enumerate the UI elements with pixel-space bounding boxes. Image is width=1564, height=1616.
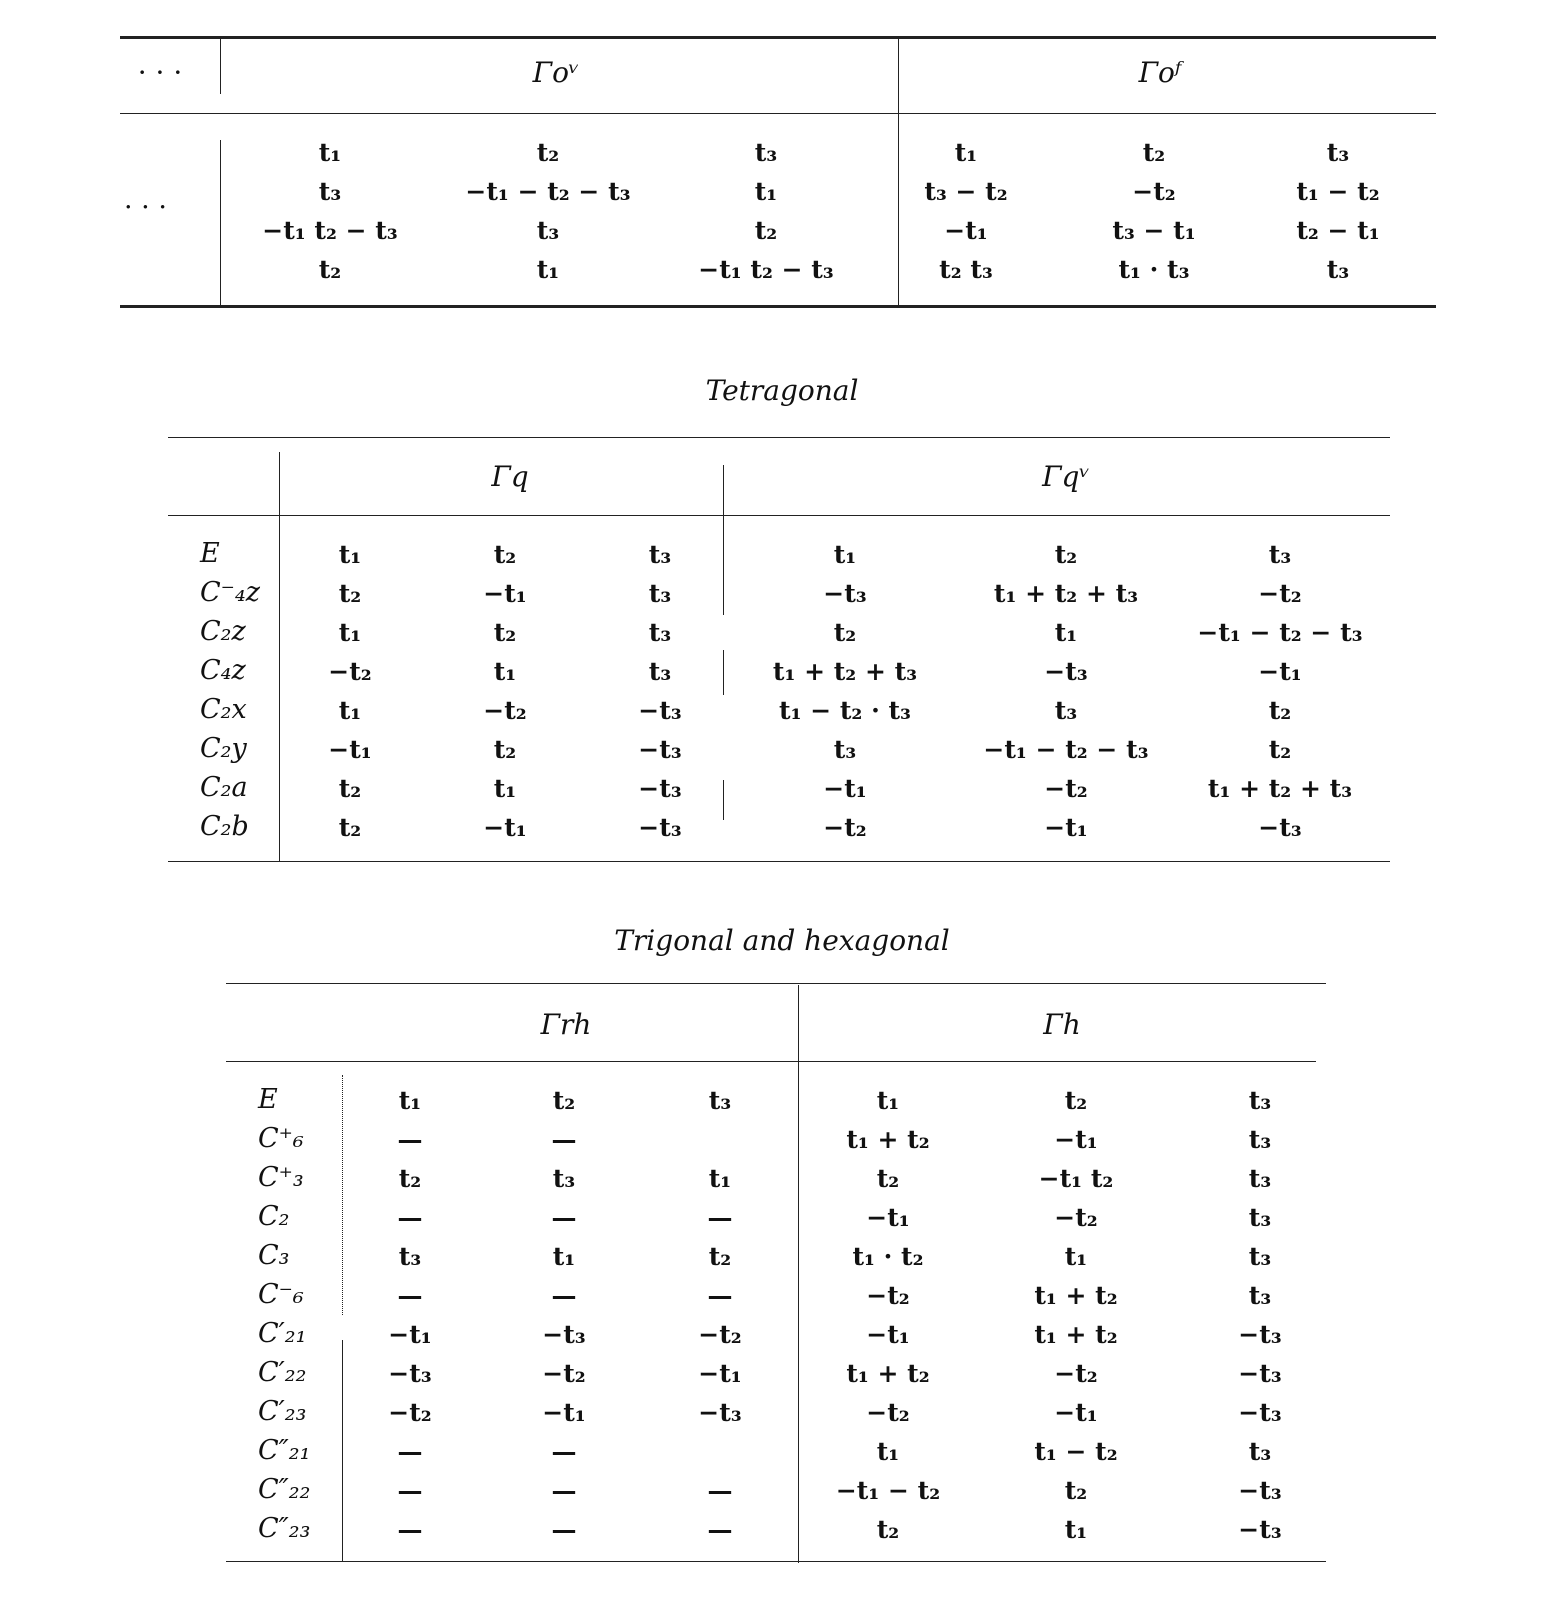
table-cell: t₁ · t₂ <box>852 1242 924 1271</box>
row-label: C″₂₂ <box>258 1474 311 1505</box>
table-cell: −t₁ <box>1258 657 1302 686</box>
row-label: E <box>258 1084 278 1115</box>
table-cell: t₂ <box>1064 1086 1088 1115</box>
table-cell: t₃ − t₁ <box>1112 216 1196 245</box>
table-cell: — <box>551 1125 577 1154</box>
table-cell: t₃ <box>1248 1281 1272 1310</box>
table-cell: t₃ <box>708 1086 732 1115</box>
row-label: C⁻₆ <box>258 1279 304 1310</box>
table-cell: −t₃ <box>1238 1359 1282 1388</box>
table-cell: −t₃ <box>542 1320 586 1349</box>
table-cell: t₂ <box>338 579 362 608</box>
table-bottom-rule <box>120 305 1436 308</box>
column-divider <box>220 38 221 94</box>
table-cell: — <box>551 1437 577 1466</box>
table-cell: −t₁ t₂ − t₃ <box>698 255 834 284</box>
table-cell: −t₂ <box>388 1398 432 1427</box>
table-cell: −t₃ <box>638 813 682 842</box>
table-cell: — <box>551 1515 577 1544</box>
table-cell: −t₁ − t₂ − t₃ <box>465 177 631 206</box>
table-cell: t₃ <box>1248 1242 1272 1271</box>
column-divider <box>723 780 724 820</box>
row-label: C⁻₄z <box>200 577 260 608</box>
table-cell: −t₂ <box>1054 1203 1098 1232</box>
table-cell: t₁ <box>398 1086 422 1115</box>
column-divider <box>723 650 724 695</box>
table-cell: −t₂ <box>542 1359 586 1388</box>
group-header: Γqᵛ <box>1042 460 1090 493</box>
table-cell: −t₁ <box>1054 1125 1098 1154</box>
table-cell: t₁ <box>1064 1515 1088 1544</box>
table-cell: −t₃ <box>698 1398 742 1427</box>
table-cell: t₁ <box>708 1164 732 1193</box>
table-cell: t₃ <box>552 1164 576 1193</box>
table-cell: −t₂ <box>866 1281 910 1310</box>
column-divider <box>342 1075 343 1315</box>
table-cell: t₁ <box>318 138 342 167</box>
table-cell: t₂ <box>1142 138 1166 167</box>
table-cell: t₂ <box>876 1164 900 1193</box>
table-cell: — <box>707 1281 733 1310</box>
row-label: C₃ <box>258 1240 290 1271</box>
header-rule <box>168 515 1390 516</box>
table-cell: t₃ <box>1326 138 1350 167</box>
table-cell: −t₂ <box>1132 177 1176 206</box>
row-label: C′₂₁ <box>258 1318 307 1349</box>
group-header: Γq <box>491 460 529 493</box>
table-cell: t₁ <box>876 1437 900 1466</box>
table-cell: t₂ <box>1054 540 1078 569</box>
table-cell: t₂ <box>833 618 857 647</box>
table-cell: — <box>397 1437 423 1466</box>
table-cell: t₃ <box>1326 255 1350 284</box>
table-cell: — <box>397 1281 423 1310</box>
table-cell: — <box>551 1203 577 1232</box>
table-cell: t₃ <box>1268 540 1292 569</box>
table-cell: t₂ t₃ <box>939 255 993 284</box>
table-cell: −t₂ <box>1044 774 1088 803</box>
table-cell: −t₃ <box>1238 1398 1282 1427</box>
table-cell: t₃ <box>1248 1203 1272 1232</box>
table-cell: t₃ <box>1054 696 1078 725</box>
table-cell: t₂ <box>318 255 342 284</box>
table-cell: t₂ <box>493 540 517 569</box>
row-label: C₂b <box>200 811 249 842</box>
table-cell: −t₁ − t₂ <box>835 1476 941 1505</box>
table-cell: t₂ <box>754 216 778 245</box>
table-cell: −t₃ <box>1238 1476 1282 1505</box>
group-header: Γh <box>1043 1008 1081 1041</box>
table-cell: t₁ <box>1054 618 1078 647</box>
row-label: C′₂₃ <box>258 1396 307 1427</box>
table-cell: −t₃ <box>388 1359 432 1388</box>
table-cell: t₃ <box>1248 1164 1272 1193</box>
table-cell: t₃ <box>648 618 672 647</box>
table-cell: t₂ − t₁ <box>1296 216 1380 245</box>
table-top-rule <box>168 437 1390 438</box>
table-cell: −t₂ <box>823 813 867 842</box>
table-cell: — <box>397 1125 423 1154</box>
table-cell: — <box>707 1203 733 1232</box>
row-label: C₂a <box>200 772 248 803</box>
row-label: E <box>200 538 220 569</box>
table-cell: −t₂ <box>483 696 527 725</box>
table-cell: t₃ <box>648 540 672 569</box>
table-cell: −t₁ <box>328 735 372 764</box>
header-rule <box>226 1061 1316 1062</box>
table-cell: −t₁ <box>483 579 527 608</box>
table-cell: t₁ + t₂ + t₃ <box>772 657 918 686</box>
table-cell: t₁ · t₃ <box>1118 255 1190 284</box>
table-cell: t₃ − t₂ <box>924 177 1008 206</box>
row-label: C₄z <box>200 655 246 686</box>
table-cell: −t₁ <box>866 1320 910 1349</box>
table-cell: t₃ <box>648 579 672 608</box>
table-cell: −t₃ <box>1238 1320 1282 1349</box>
table-cell: t₁ + t₂ + t₃ <box>1207 774 1353 803</box>
table-cell: −t₁ − t₂ − t₃ <box>1197 618 1363 647</box>
table-top-rule <box>226 983 1326 984</box>
table-cell: t₁ + t₂ <box>1034 1320 1118 1349</box>
table-cell: −t₃ <box>823 579 867 608</box>
section-title: Tetragonal <box>705 374 859 407</box>
table-cell: t₃ <box>833 735 857 764</box>
row-label: C₂ <box>258 1201 290 1232</box>
table-cell: t₁ − t₂ <box>1034 1437 1118 1466</box>
table-cell: −t₃ <box>1258 813 1302 842</box>
table-cell: −t₁ <box>823 774 867 803</box>
table-cell: t₁ <box>754 177 778 206</box>
table-bottom-rule <box>226 1561 1326 1562</box>
table-cell: t₂ <box>338 774 362 803</box>
table-cell: −t₁ <box>698 1359 742 1388</box>
table-cell: t₃ <box>1248 1086 1272 1115</box>
table-cell: −t₁ <box>1044 813 1088 842</box>
section-title: Trigonal and hexagonal <box>614 924 950 957</box>
table-cell: t₁ <box>876 1086 900 1115</box>
table-cell: t₁ <box>833 540 857 569</box>
row-label: C′₂₂ <box>258 1357 307 1388</box>
row-label: C₂y <box>200 733 247 764</box>
column-divider <box>342 1340 343 1562</box>
table-cell: t₂ <box>876 1515 900 1544</box>
table-cell: t₁ <box>493 657 517 686</box>
table-bottom-rule <box>168 861 1390 862</box>
column-divider <box>279 452 280 862</box>
table-cell: −t₂ <box>328 657 372 686</box>
table-cell: −t₂ <box>866 1398 910 1427</box>
table-cell: t₁ <box>338 618 362 647</box>
table-cell: t₁ <box>536 255 560 284</box>
table-top-rule <box>120 36 1436 39</box>
table-cell: t₃ <box>648 657 672 686</box>
table-cell: — <box>551 1281 577 1310</box>
table-cell: −t₁ <box>483 813 527 842</box>
table-cell: t₁ <box>493 774 517 803</box>
corner-dots: · · · <box>137 56 183 89</box>
table-cell: −t₁ <box>388 1320 432 1349</box>
table-cell: t₁ + t₂ <box>1034 1281 1118 1310</box>
table-cell: −t₁ <box>542 1398 586 1427</box>
row-label: C⁺₃ <box>258 1162 304 1193</box>
table-cell: t₂ <box>398 1164 422 1193</box>
table-cell: t₁ + t₂ + t₃ <box>993 579 1139 608</box>
table-cell: t₂ <box>1268 735 1292 764</box>
column-divider <box>798 985 799 1563</box>
header-rule <box>120 113 1436 114</box>
row-label: C⁺₆ <box>258 1123 304 1154</box>
table-cell: t₂ <box>493 735 517 764</box>
table-cell: — <box>707 1515 733 1544</box>
table-cell: — <box>397 1203 423 1232</box>
table-cell: t₂ <box>338 813 362 842</box>
table-cell: −t₁ t₂ <box>1038 1164 1114 1193</box>
group-header: Γoᶠ <box>1138 56 1182 89</box>
table-cell: t₃ <box>1248 1125 1272 1154</box>
group-header: Γoᵛ <box>532 56 580 89</box>
column-divider <box>220 140 221 306</box>
table-cell: −t₂ <box>1054 1359 1098 1388</box>
table-cell: — <box>707 1476 733 1505</box>
row-label: C″₂₁ <box>258 1435 311 1466</box>
table-cell: −t₁ <box>866 1203 910 1232</box>
table-cell: −t₁ <box>1054 1398 1098 1427</box>
table-cell: t₃ <box>1248 1437 1272 1466</box>
table-cell: t₁ + t₂ <box>846 1125 930 1154</box>
table-cell: t₂ <box>1064 1476 1088 1505</box>
table-cell: t₂ <box>708 1242 732 1271</box>
table-cell: −t₂ <box>1258 579 1302 608</box>
table-cell: t₃ <box>398 1242 422 1271</box>
table-cell: t₁ <box>954 138 978 167</box>
table-cell: — <box>551 1476 577 1505</box>
table-cell: t₁ + t₂ <box>846 1359 930 1388</box>
column-divider <box>898 38 899 308</box>
table-cell: −t₃ <box>638 735 682 764</box>
table-cell: t₃ <box>754 138 778 167</box>
table-cell: −t₃ <box>1238 1515 1282 1544</box>
table-cell: t₁ <box>552 1242 576 1271</box>
column-divider <box>723 465 724 615</box>
row-label: C″₂₃ <box>258 1513 311 1544</box>
table-cell: t₂ <box>1268 696 1292 725</box>
table-cell: −t₃ <box>1044 657 1088 686</box>
row-label: C₂x <box>200 694 247 725</box>
table-cell: −t₃ <box>638 774 682 803</box>
group-header: Γrh <box>540 1008 592 1041</box>
table-cell: t₁ <box>338 540 362 569</box>
table-cell: t₂ <box>552 1086 576 1115</box>
table-cell: t₂ <box>493 618 517 647</box>
table-cell: t₁ − t₂ <box>1296 177 1380 206</box>
table-cell: — <box>397 1515 423 1544</box>
table-cell: — <box>397 1476 423 1505</box>
table-cell: −t₁ − t₂ − t₃ <box>983 735 1149 764</box>
table-cell: t₁ <box>338 696 362 725</box>
table-cell: t₃ <box>536 216 560 245</box>
table-cell: t₁ − t₂ · t₃ <box>779 696 911 725</box>
row-label: · · · <box>124 192 167 223</box>
table-cell: t₂ <box>536 138 560 167</box>
table-cell: −t₂ <box>698 1320 742 1349</box>
table-cell: −t₃ <box>638 696 682 725</box>
table-cell: t₁ <box>1064 1242 1088 1271</box>
table-cell: −t₁ <box>944 216 988 245</box>
table-cell: −t₁ t₂ − t₃ <box>262 216 398 245</box>
row-label: C₂z <box>200 616 246 647</box>
table-cell: t₃ <box>318 177 342 206</box>
